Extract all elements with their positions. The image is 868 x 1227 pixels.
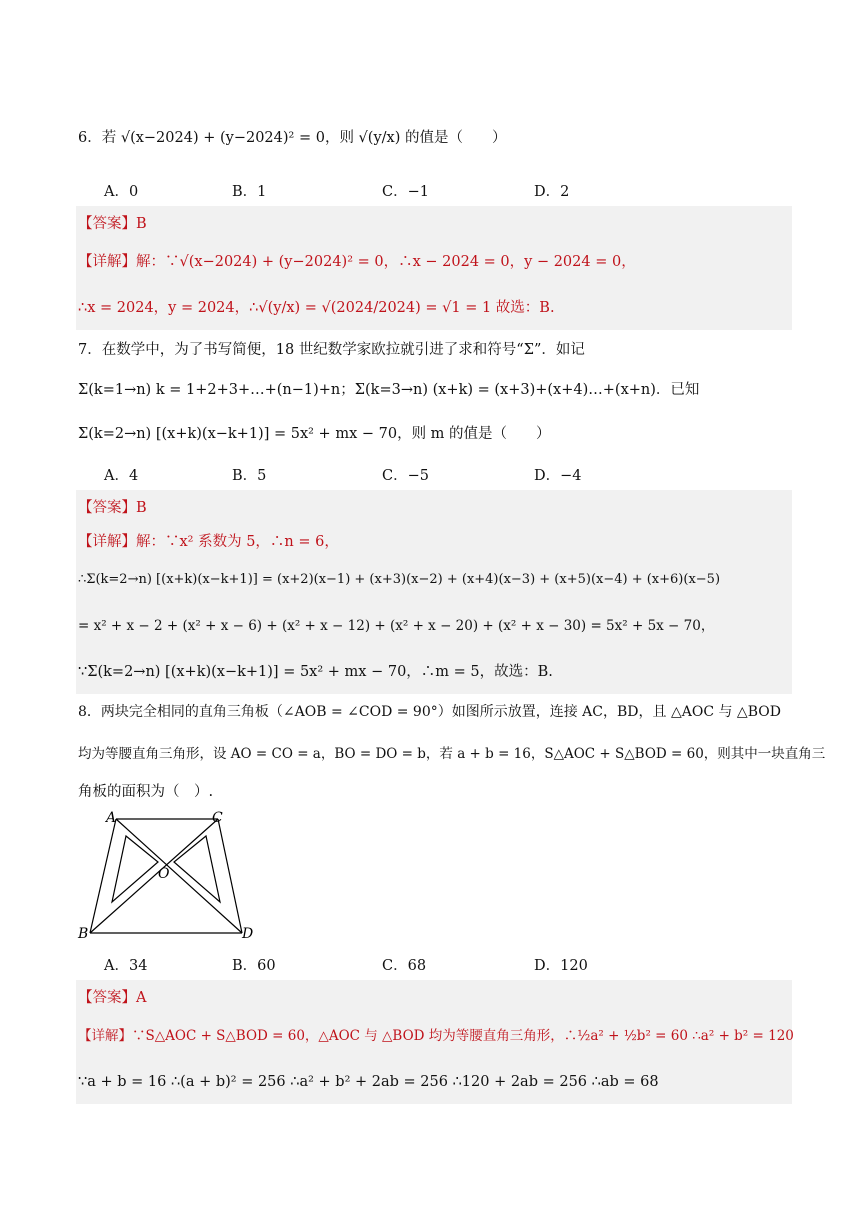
segment-ab: [90, 819, 116, 933]
q8-option-a: A．34: [104, 958, 148, 974]
q8-detail-2: ∵a + b = 16 ∴(a + b)² = 256 ∴a² + b² + 2ab = 256 ∴120 + 2ab = 256 ∴ab = 68: [78, 1074, 659, 1090]
label-b: B: [78, 926, 89, 942]
q7-detail-1-text: 解：∵x² 系数为 5，∴n = 6，: [136, 534, 339, 550]
q7-detail-tag: 【详解】: [78, 534, 136, 550]
q8-stem-2: 均为等腰直角三角形，设 AO = CO = a，BO = DO = b，若 a + b = 16，S△AOC + S△BOD = 60，则其中一块直角三: [78, 746, 826, 762]
q8-option-c: C．68: [382, 958, 427, 974]
q6-detail-1: [78, 252, 636, 272]
q7-option-a: A．4: [104, 468, 139, 484]
q7-stem-1: 7．在数学中，为了书写简便，18 世纪数学家欧拉就引进了求和符号“Σ”．如记: [78, 342, 585, 358]
q7-detail-3: = x² + x − 2 + (x² + x − 6) + (x² + x − 12) + (x² + x − 20) + (x² + x − 30) = 5x² + 5x − 70，: [78, 618, 715, 634]
q7-option-c: C．−5: [382, 468, 429, 484]
q6-option-b: B．1: [232, 184, 267, 200]
q6-option-d: D．2: [534, 184, 570, 200]
q8-figure: [76, 806, 266, 942]
q6-detail-2: ∴x = 2024，y = 2024，∴√(y/x) = √(2024/2024) = √1 = 1 故选：B.: [78, 300, 555, 316]
label-c: C: [212, 810, 223, 826]
q6-option-c: C．−1: [382, 184, 429, 200]
label-d: D: [242, 926, 254, 942]
q8-detail-1: [78, 1026, 794, 1046]
label-a: A: [106, 810, 117, 826]
q7-answer: 【答案】B: [78, 500, 147, 516]
q6-detail-tag: 【详解】: [78, 254, 136, 270]
q8-detail-1-text: ∵S△AOC + S△BOD = 60，△AOC 与 △BOD 均为等腰直角三角形，∴½a² + ½b² = 60 ∴a² + b² = 120: [132, 1028, 794, 1044]
q6-detail-1-text: 解：∵√(x−2024) + (y−2024)² = 0，∴x − 2024 = 0，y − 2024 = 0，: [136, 254, 636, 270]
label-o: O: [158, 866, 170, 882]
q8-stem-1: 8．两块完全相同的直角三角板（∠AOB = ∠COD = 90°）如图所示放置，连接 AC，BD，且 △AOC 与 △BOD: [78, 704, 781, 720]
left-inner-triangle: [112, 836, 158, 902]
q7-stem-2: Σ(k=1→n) k = 1+2+3+…+(n−1)+n；Σ(k=3→n) (x+k) = (x+3)+(x+4)…+(x+n)．已知: [78, 382, 700, 398]
q8-answer: 【答案】A: [78, 990, 147, 1006]
q8-detail-tag: 【详解】: [78, 1028, 132, 1044]
segment-cd: [218, 819, 242, 933]
segment-cb: [90, 819, 218, 933]
q8-stem-3: 角板的面积为（ ）.: [78, 784, 214, 800]
q8-option-d: D．120: [534, 958, 588, 974]
q7-option-d: D．−4: [534, 468, 582, 484]
q6-stem: 6．若 √(x−2024) + (y−2024)² = 0，则 √(y/x) 的值是（ ）: [78, 130, 507, 146]
q7-detail-2: ∴Σ(k=2→n) [(x+k)(x−k+1)] = (x+2)(x−1) + (x+3)(x−2) + (x+4)(x−3) + (x+5)(x−4) + (x+6)(x−5): [78, 572, 721, 587]
q7-option-b: B．5: [232, 468, 267, 484]
q7-stem-3: Σ(k=2→n) [(x+k)(x−k+1)] = 5x² + mx − 70，则 m 的值是（ ）: [78, 426, 551, 442]
q8-option-b: B．60: [232, 958, 276, 974]
q7-detail-4: ∵Σ(k=2→n) [(x+k)(x−k+1)] = 5x² + mx − 70，∴m = 5，故选：B.: [78, 664, 553, 680]
q6-option-a: A．0: [104, 184, 139, 200]
q6-answer: 【答案】B: [78, 216, 147, 232]
q7-detail-1: [78, 532, 339, 552]
segment-ad: [116, 819, 242, 933]
